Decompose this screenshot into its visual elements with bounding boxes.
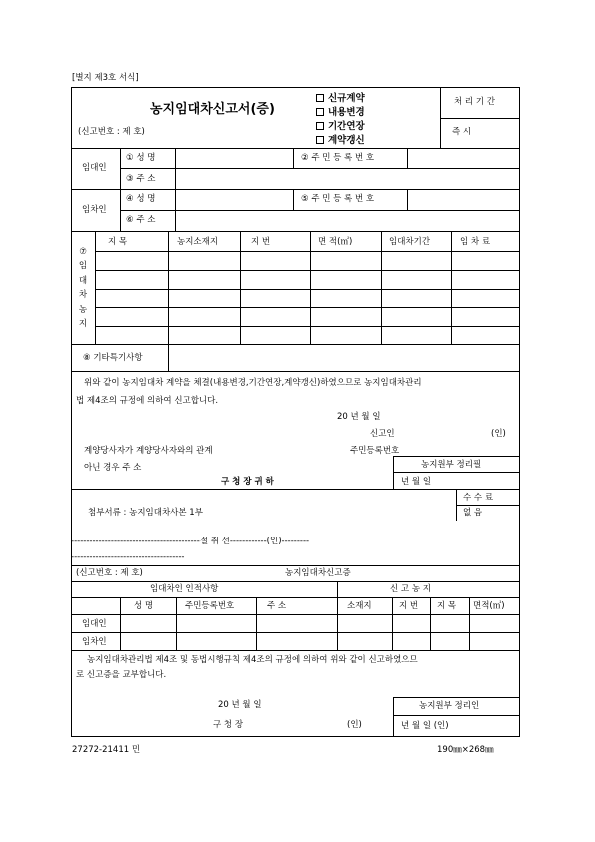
cert-col-name: 성 명 [134,601,154,611]
registry-title: 농지원부 정리필 [421,460,482,470]
cert-date: 20 년 월 일 [218,700,262,710]
col-land-category: 지 목 [108,237,128,247]
resident-number-label: 주민등록번호 [350,446,400,456]
relation-line-2: 아닌 경우 주 소 [84,463,142,473]
cert-registry-date: 년 월 일 (인) [401,721,449,731]
processing-period-value: 즉 시 [452,127,472,137]
col-land-location: 농지소재지 [177,237,219,247]
recipient: 구 청 장 귀 하 [221,477,274,487]
report-type-options [316,90,436,145]
lessee-address-field[interactable] [177,212,518,229]
cut-line: ------------------------------------------절 취 선------------(인)--------- [71,537,310,546]
col-lot-number: 지 번 [251,237,271,247]
cut-line-second: ------------------------------------- [71,553,185,562]
reporter-seal: (인) [491,429,506,439]
lessee-label: 임차인 [82,205,107,215]
cert-registry-title: 농지원부 정리인 [419,701,480,711]
cert-issuer: 구 청 장 [213,720,244,730]
option-content-change[interactable]: 내용변경 [316,104,436,118]
relation-line-1: 계양당사자가 계양당사자와의 관계 [84,446,213,456]
cert-col-category: 지 목 [437,601,457,611]
lessor-address-label: ③ 주 소 [126,174,156,184]
cert-col-location: 소재지 [347,601,372,611]
option-period-extension[interactable]: 기간연장 [316,118,436,132]
cert-land-section: 신 고 농 지 [390,584,431,594]
lessee-name-label: ④ 성 명 [126,194,156,204]
cert-col-regno: 주민등록번호 [185,601,235,611]
footer-code: 27272-21411 민 [72,745,141,755]
checkbox-icon[interactable] [316,122,324,130]
checkbox-icon[interactable] [316,108,324,116]
cert-issuer-seal: (인) [347,720,362,730]
lessor-address-field[interactable] [177,170,518,187]
cert-notice-line-2: 로 신고증을 교부합니다. [76,670,167,680]
checkbox-icon[interactable] [316,94,324,102]
special-items-label: ⑧ 기타특기사항 [83,353,143,363]
lessor-name-field[interactable] [177,150,291,166]
cert-title: 농지임대차신고증 [285,568,351,578]
cert-col-address: 주 소 [267,601,287,611]
cert-row-lessee: 임차인 [82,637,107,647]
lessee-regno-field[interactable] [409,191,518,208]
cert-report-number: (신고번호 : 제 호) [76,568,143,578]
cert-row-lessor: 임대인 [82,619,107,629]
lessee-name-field[interactable] [177,191,291,208]
declaration-date: 20 년 월 일 [337,412,381,422]
form-number-label: [별지 제3호 서식] [72,73,139,83]
option-contract-renewal[interactable]: 계약갱신 [316,132,436,145]
reporter-label: 신고인 [370,429,395,439]
registry-date: 년 월 일 [401,477,432,487]
option-new-contract[interactable]: 신규계약 [316,90,436,104]
cert-notice-line-1: 농지임대차관리법 제4조 및 동법시행규칙 제4조의 규정에 의하여 위와 같이 신고하였으므 [87,655,418,665]
col-lease-period: 임대차기간 [389,237,431,247]
lessor-name-label: ① 성 명 [126,153,156,163]
declaration-line-2: 법 제4조의 규정에 의하여 신고합니다. [76,396,219,406]
checkbox-icon[interactable] [316,136,324,144]
lessee-regno-label: ⑤ 주 민 등 록 번 호 [301,194,375,204]
attachment-note: 첨부서류 : 농지임대차사본 1부 [88,508,203,518]
cert-person-section: 임대차인 인적사항 [150,584,219,594]
col-rent: 임 차 료 [460,237,491,247]
cert-col-lot: 지 번 [399,601,419,611]
form-title: 농지임대차신고서(증) [150,102,275,117]
lessee-address-label: ⑥ 주 소 [126,215,156,225]
lessor-label: 임대인 [82,163,107,173]
declaration-line-1: 위와 같이 농지임대차 계약을 체결(내용변경,기간연장,계약갱신)하였으므로 농지임대차관리 [84,378,422,388]
cert-col-area: 면적(㎡) [473,601,505,611]
footer-size: 190㎜×268㎜ [437,745,494,755]
fee-label: 수 수 료 [463,493,494,503]
leased-land-label: ⑦ 임 대 차 농 지 [78,247,88,330]
special-items-field[interactable] [170,346,518,369]
processing-period-label: 처 리 기 간 [454,97,495,107]
lessor-regno-field[interactable] [409,150,518,166]
lessor-regno-label: ② 주 민 등 록 번 호 [301,153,375,163]
report-number: (신고번호 : 제 호) [78,127,145,137]
col-area: 면 적(㎡) [318,237,353,247]
fee-value: 없 음 [463,508,483,518]
